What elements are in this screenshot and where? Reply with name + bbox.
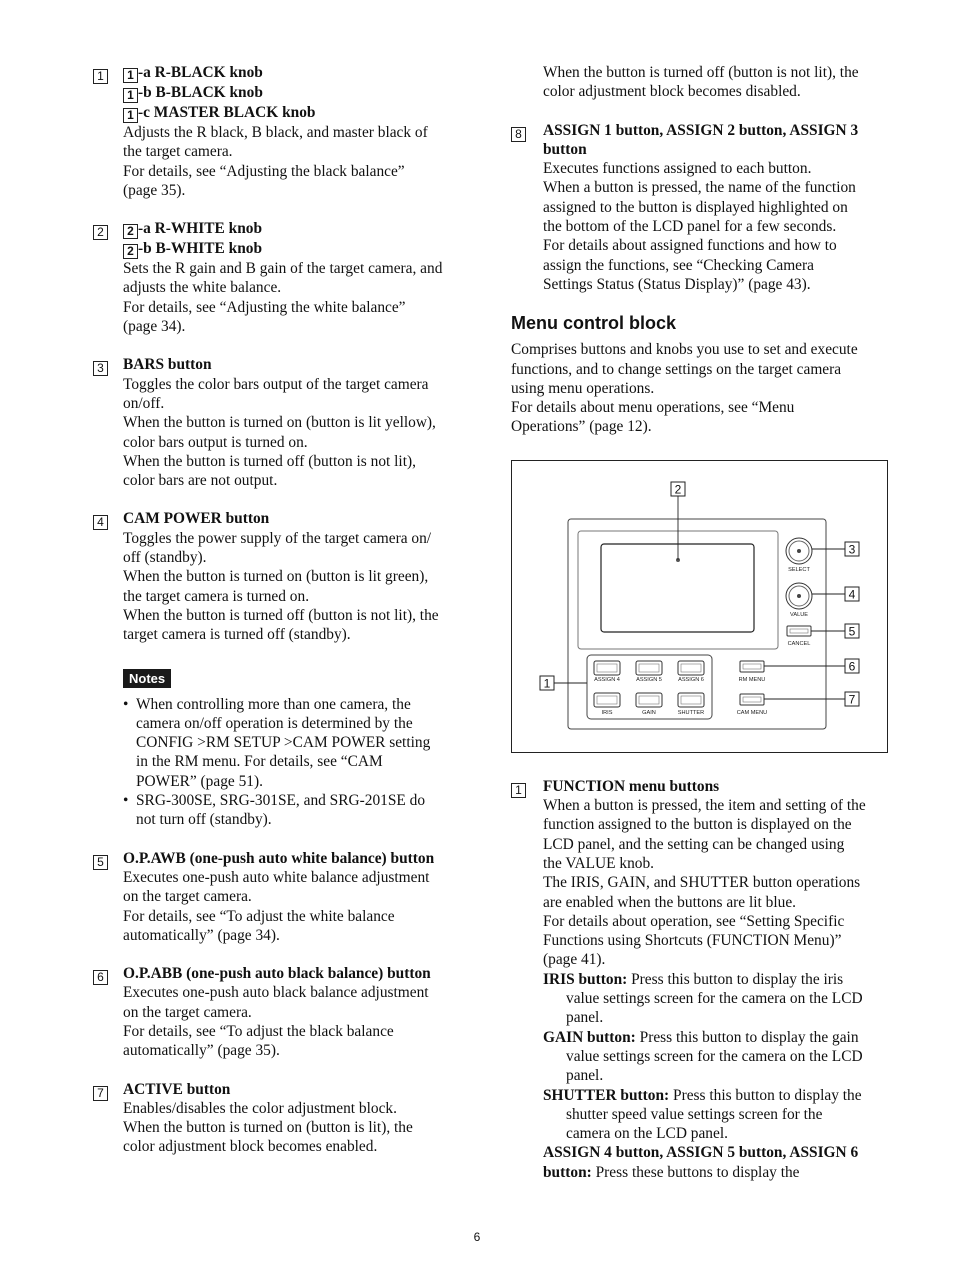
svg-text:1: 1 xyxy=(543,676,551,691)
assign5-label: ASSIGN 5 xyxy=(636,677,662,683)
section-title: Menu control block xyxy=(511,313,677,334)
body-line: Executes functions assigned to each button. xyxy=(543,160,812,178)
body-line: on the target camera. xyxy=(123,888,252,906)
assign-description: ASSIGN 4 button, ASSIGN 5 button, ASSIGN 6 button: Press these buttons to display the xyxy=(543,1144,859,1181)
body-line: color adjustment block becomes disabled. xyxy=(543,83,801,101)
body-line: target camera is turned off (standby). xyxy=(123,626,351,644)
body-line: automatically” (page 34). xyxy=(123,926,280,944)
rm-menu-button xyxy=(740,661,764,672)
shutter-description: SHUTTER button: Press this button to display the shutter speed value settings screen for the camera on the LCD panel. xyxy=(543,1086,862,1143)
body-line: the target camera. xyxy=(123,143,233,161)
body-line: For details, see “To adjust the black balance xyxy=(123,1022,394,1040)
body-line: For details about assigned functions and how to xyxy=(543,237,837,255)
section-heading: BARS button xyxy=(123,356,212,374)
section-heading: 1 -a R-BLACK knob xyxy=(123,63,473,83)
body-line: the bottom of the LCD panel for a few seconds. xyxy=(543,218,837,236)
callout-7 xyxy=(845,692,859,707)
callout-5 xyxy=(845,624,859,639)
section-heading: O.P.ABB (one-push auto black balance) button xyxy=(123,965,431,983)
assign6-label: ASSIGN 6 xyxy=(678,677,704,683)
body-line: When the button is turned off (button is not lit), xyxy=(123,452,416,470)
svg-text:6: 6 xyxy=(848,659,856,674)
shutter-button xyxy=(678,693,704,707)
select-label: SELECT xyxy=(788,567,810,573)
body-line: (page 41). xyxy=(543,951,606,969)
callout-number: 1 xyxy=(123,88,138,103)
callout-number: 8 xyxy=(511,127,526,142)
callout-number: 4 xyxy=(93,515,108,530)
body-line: (page 34). xyxy=(123,318,186,336)
body-line: The IRIS, GAIN, and SHUTTER button operations xyxy=(543,874,861,892)
callout-number: 7 xyxy=(93,1086,108,1101)
body-line: When the button is turned on (button is lit green), xyxy=(123,568,429,586)
callout-number: 2 xyxy=(93,225,108,240)
body-line: When the button is turned on (button is lit yellow), xyxy=(123,414,436,432)
svg-text:3: 3 xyxy=(848,542,856,557)
value-label: VALUE xyxy=(790,612,808,618)
callout-number: 2 xyxy=(123,224,138,239)
body-line: Sets the R gain and B gain of the target camera, and xyxy=(123,260,443,278)
svg-text:2: 2 xyxy=(674,482,682,497)
gain-button xyxy=(636,693,662,707)
body-line: Toggles the color bars output of the target camera xyxy=(123,375,429,393)
svg-text:5: 5 xyxy=(848,624,856,639)
body-line: For details about menu operations, see “Menu xyxy=(511,399,795,417)
callout-number: 5 xyxy=(93,855,108,870)
callout-number: 1 xyxy=(511,783,526,798)
callout-number: 1 xyxy=(123,68,138,83)
intro-text xyxy=(511,340,891,436)
body-line: When the button is turned off (button is not lit), the xyxy=(543,64,859,81)
callout-6 xyxy=(845,659,859,674)
assign4-button xyxy=(594,661,620,675)
section-heading: CAM POWER button xyxy=(123,510,270,528)
left-column xyxy=(93,63,473,1176)
body-line: the VALUE knob. xyxy=(543,854,655,872)
cam-menu-label: CAM MENU xyxy=(736,710,768,716)
section-heading: 2 -a R-WHITE knob xyxy=(123,219,473,239)
svg-text:4: 4 xyxy=(848,587,856,602)
body-line: When the button is turned on (button is lit), the xyxy=(123,1119,413,1137)
list-item: • SRG-300SE, SRG-301SE, and SRG-201SE do not turn off (standby). xyxy=(123,791,473,830)
assign6-button xyxy=(678,661,704,675)
rm-menu-label: RM MENU xyxy=(738,677,766,683)
body-line: off (standby). xyxy=(123,549,207,567)
assign5-button xyxy=(636,661,662,675)
cancel-label: CANCEL xyxy=(787,641,811,647)
page-number: 6 xyxy=(473,1230,481,1244)
body-line: For details, see “To adjust the white balance xyxy=(123,907,395,925)
cam-menu-button xyxy=(740,694,764,705)
section-8 xyxy=(511,121,891,295)
body-line: Comprises buttons and knobs you use to set and execute xyxy=(511,341,858,359)
body-line: Functions using Shortcuts (FUNCTION Menu)” xyxy=(543,932,842,950)
continued-text xyxy=(511,63,891,102)
body-line: the target camera is turned on. xyxy=(123,587,310,605)
body-line: color bars output is turned on. xyxy=(123,433,308,451)
gain-description: GAIN button: Press this button to display the gain value settings screen for the camera on the LCD panel. xyxy=(543,1028,863,1085)
body-line: Toggles the power supply of the target camera on/ xyxy=(123,529,432,547)
value-knob xyxy=(786,583,812,609)
body-line: LCD panel, and the setting can be changed using xyxy=(543,835,845,853)
body-line: Executes one-push auto black balance adjustment xyxy=(123,984,429,1002)
section-heading: FUNCTION menu buttons xyxy=(543,777,720,795)
body-line: automatically” (page 35). xyxy=(123,1042,280,1060)
callout-number: 2 xyxy=(123,244,138,259)
section-1 xyxy=(93,63,473,200)
body-line: functions, and to change settings on the target camera xyxy=(511,360,842,378)
body-line: on/off. xyxy=(123,394,165,412)
body-line: assigned to the button is displayed highlighted on xyxy=(543,198,848,216)
body-line: Executes one-push auto white balance adjustment xyxy=(123,868,430,886)
callout-1 xyxy=(540,676,554,691)
section-heading: ACTIVE button xyxy=(123,1080,231,1098)
section-7 xyxy=(93,1080,473,1157)
body-line: Adjusts the R black, B black, and master black of xyxy=(123,124,428,141)
body-line: using menu operations. xyxy=(511,379,655,397)
notes-badge: Notes xyxy=(123,669,171,688)
body-line: When a button is pressed, the item and setting of the xyxy=(543,797,866,815)
assign4-label: ASSIGN 4 xyxy=(594,677,620,683)
body-line: When the button is turned off (button is not lit), the xyxy=(123,606,439,624)
body-line: on the target camera. xyxy=(123,1003,252,1021)
section-heading: 1 -c MASTER BLACK knob xyxy=(123,103,473,123)
function-section xyxy=(511,777,891,1182)
callout-number: 3 xyxy=(93,361,108,376)
shutter-label: SHUTTER xyxy=(677,710,705,716)
iris-label: IRIS xyxy=(601,710,613,716)
body-line: (page 35). xyxy=(123,181,186,199)
callout-number: 1 xyxy=(93,69,108,84)
body-line: Enables/disables the color adjustment block. xyxy=(123,1099,397,1117)
lcd-panel xyxy=(601,544,754,632)
svg-text:7: 7 xyxy=(848,692,856,707)
body-line: assign the functions, see “Checking Camera xyxy=(543,256,814,274)
section-3 xyxy=(93,355,473,490)
body-line: are enabled when the buttons are lit blue. xyxy=(543,893,796,911)
section-heading: ASSIGN 1 button, ASSIGN 2 button, ASSIGN 3 xyxy=(543,121,859,139)
section-heading: button xyxy=(543,140,587,158)
body-line: color adjustment block becomes enabled. xyxy=(123,1138,378,1156)
menu-control-diagram xyxy=(511,460,888,753)
body-line: function assigned to the button is displayed on the xyxy=(543,816,852,834)
notes-list xyxy=(123,695,473,830)
select-knob xyxy=(786,538,812,564)
section-heading: 2 -b B-WHITE knob xyxy=(123,239,473,259)
section-2 xyxy=(93,219,473,336)
body-line: For details about operation, see “Setting Specific xyxy=(543,912,845,930)
gain-label: GAIN xyxy=(642,710,656,716)
callout-4 xyxy=(845,587,859,602)
list-item: • When controlling more than one camera, the camera on/off operation is determined by the CONFIG >RM SETUP >CAM POWER setting in the RM menu. For details, see “CAM POWER” (page 51). xyxy=(123,695,473,791)
body-line: color bars are not output. xyxy=(123,472,278,490)
body-line: Settings Status (Status Display)” (page 43). xyxy=(543,275,811,293)
callout-number: 1 xyxy=(123,108,138,123)
body-line: Operations” (page 12). xyxy=(511,418,652,436)
iris-description: IRIS button: Press this button to display the iris value settings screen for the camera on the LCD panel. xyxy=(543,970,863,1027)
section-5 xyxy=(93,849,473,945)
body-line: For details, see “Adjusting the black balance” xyxy=(123,162,405,180)
section-6 xyxy=(93,964,473,1060)
body-line: adjusts the white balance. xyxy=(123,279,282,297)
section-heading: 1 -b B-BLACK knob xyxy=(123,83,473,103)
section-heading: O.P.AWB (one-push auto white balance) button xyxy=(123,849,435,867)
callout-3 xyxy=(845,542,859,557)
callout-2 xyxy=(671,482,685,497)
section-4 xyxy=(93,509,473,644)
callout-number: 6 xyxy=(93,970,108,985)
body-line: When a button is pressed, the name of the function xyxy=(543,179,856,197)
iris-button xyxy=(594,693,620,707)
body-line: For details, see “Adjusting the white balance” xyxy=(123,298,406,316)
